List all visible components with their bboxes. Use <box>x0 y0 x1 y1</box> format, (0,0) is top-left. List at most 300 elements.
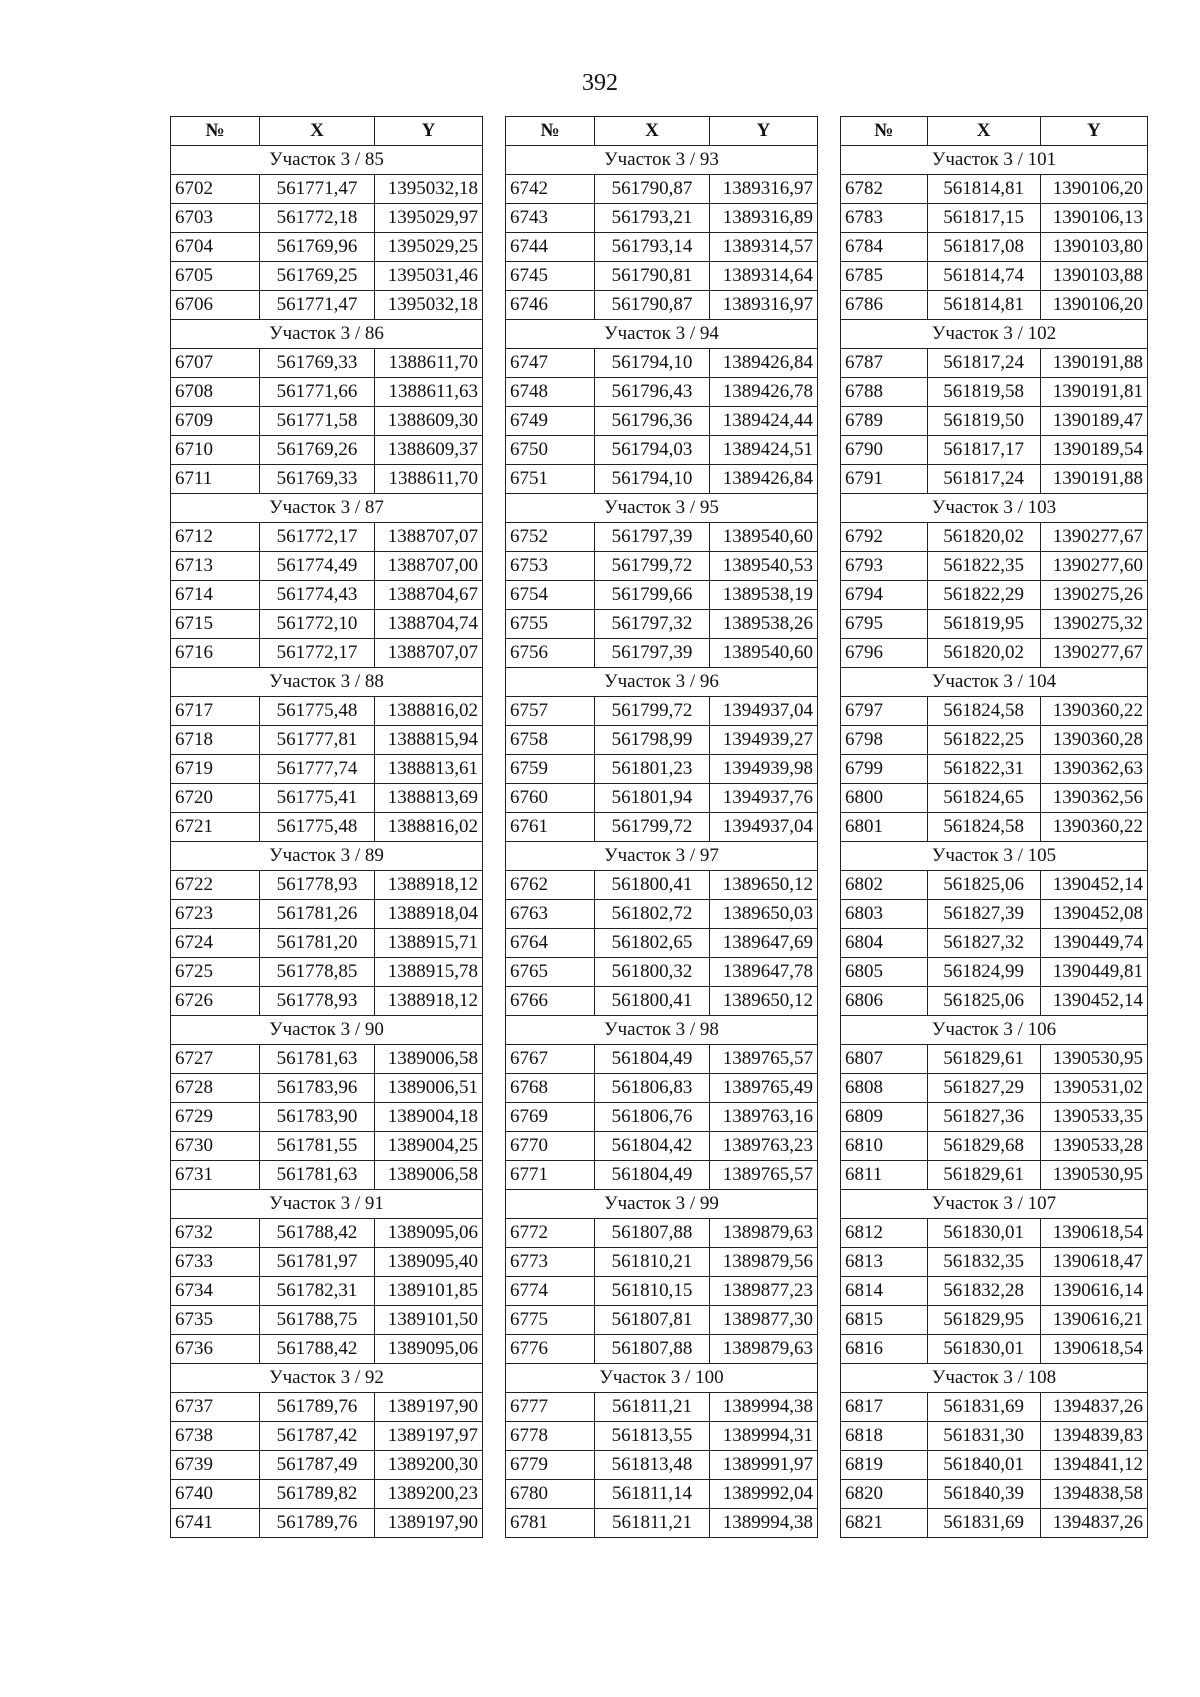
table-row <box>506 929 818 958</box>
section-title: Участок 3 / 101 <box>841 146 1148 175</box>
y-coordinate-cell: 1390452,14 <box>1040 871 1147 900</box>
x-coordinate-cell: 561825,06 <box>927 871 1040 900</box>
table-row <box>506 958 818 987</box>
table-row <box>171 900 483 929</box>
table-row <box>841 378 1148 407</box>
point-number-cell: 6740 <box>171 1480 260 1509</box>
y-coordinate-cell: 1389095,40 <box>375 1248 483 1277</box>
y-coordinate-cell: 1390531,02 <box>1040 1074 1147 1103</box>
x-coordinate-cell: 561794,10 <box>595 465 710 494</box>
y-coordinate-cell: 1389647,69 <box>710 929 818 958</box>
section-header-row <box>171 1016 483 1045</box>
point-number-cell: 6707 <box>171 349 260 378</box>
y-coordinate-cell: 1390191,88 <box>1040 349 1147 378</box>
point-number-cell: 6758 <box>506 726 595 755</box>
point-number-cell: 6771 <box>506 1161 595 1190</box>
table-row <box>841 1219 1148 1248</box>
point-number-cell: 6708 <box>171 378 260 407</box>
table-row <box>506 1451 818 1480</box>
x-coordinate-cell: 561783,90 <box>260 1103 375 1132</box>
point-number-cell: 6713 <box>171 552 260 581</box>
x-coordinate-cell: 561827,29 <box>927 1074 1040 1103</box>
y-coordinate-cell: 1390277,67 <box>1040 523 1147 552</box>
table-row <box>841 1393 1148 1422</box>
point-number-cell: 6775 <box>506 1306 595 1335</box>
y-coordinate-cell: 1390360,22 <box>1040 697 1147 726</box>
table-row <box>841 204 1148 233</box>
y-coordinate-cell: 1389879,56 <box>710 1248 818 1277</box>
y-coordinate-cell: 1390616,21 <box>1040 1306 1147 1335</box>
y-coordinate-cell: 1389994,31 <box>710 1422 818 1451</box>
y-coordinate-cell: 1390362,56 <box>1040 784 1147 813</box>
table-row <box>841 1103 1148 1132</box>
x-coordinate-cell: 561806,76 <box>595 1103 710 1132</box>
point-number-cell: 6702 <box>171 175 260 204</box>
x-coordinate-cell: 561799,72 <box>595 552 710 581</box>
point-number-cell: 6770 <box>506 1132 595 1161</box>
table-row <box>171 1422 483 1451</box>
x-coordinate-cell: 561814,81 <box>927 291 1040 320</box>
x-coordinate-cell: 561829,68 <box>927 1132 1040 1161</box>
section-title: Участок 3 / 89 <box>171 842 483 871</box>
x-coordinate-cell: 561772,10 <box>260 610 375 639</box>
x-coordinate-cell: 561819,58 <box>927 378 1040 407</box>
column-header-x: X <box>595 117 710 146</box>
y-coordinate-cell: 1394939,27 <box>710 726 818 755</box>
table-row <box>171 784 483 813</box>
x-coordinate-cell: 561769,33 <box>260 465 375 494</box>
point-number-cell: 6710 <box>171 436 260 465</box>
x-coordinate-cell: 561799,72 <box>595 697 710 726</box>
y-coordinate-cell: 1388915,78 <box>375 958 483 987</box>
x-coordinate-cell: 561804,42 <box>595 1132 710 1161</box>
x-coordinate-cell: 561778,85 <box>260 958 375 987</box>
point-number-cell: 6722 <box>171 871 260 900</box>
y-coordinate-cell: 1389101,50 <box>375 1306 483 1335</box>
point-number-cell: 6742 <box>506 175 595 204</box>
point-number-cell: 6796 <box>841 639 928 668</box>
point-number-cell: 6753 <box>506 552 595 581</box>
x-coordinate-cell: 561824,58 <box>927 813 1040 842</box>
table-row <box>841 958 1148 987</box>
section-header-row <box>171 494 483 523</box>
point-number-cell: 6728 <box>171 1074 260 1103</box>
table-row <box>171 958 483 987</box>
table-row <box>171 871 483 900</box>
x-coordinate-cell: 561769,96 <box>260 233 375 262</box>
x-coordinate-cell: 561819,95 <box>927 610 1040 639</box>
y-coordinate-cell: 1394841,12 <box>1040 1451 1147 1480</box>
y-coordinate-cell: 1389994,38 <box>710 1509 818 1538</box>
coordinate-tables <box>170 116 1148 1583</box>
y-coordinate-cell: 1394837,26 <box>1040 1509 1147 1538</box>
y-coordinate-cell: 1395032,18 <box>375 291 483 320</box>
x-coordinate-cell: 561794,03 <box>595 436 710 465</box>
x-coordinate-cell: 561782,31 <box>260 1277 375 1306</box>
x-coordinate-cell: 561772,17 <box>260 639 375 668</box>
x-coordinate-cell: 561788,42 <box>260 1335 375 1364</box>
table-row <box>506 610 818 639</box>
section-header-row <box>841 842 1148 871</box>
x-coordinate-cell: 561781,63 <box>260 1045 375 1074</box>
table-row <box>841 1422 1148 1451</box>
point-number-cell: 6781 <box>506 1509 595 1538</box>
y-coordinate-cell: 1394937,76 <box>710 784 818 813</box>
y-coordinate-cell: 1389006,51 <box>375 1074 483 1103</box>
point-number-cell: 6777 <box>506 1393 595 1422</box>
y-coordinate-cell: 1388609,37 <box>375 436 483 465</box>
point-number-cell: 6774 <box>506 1277 595 1306</box>
point-number-cell: 6721 <box>171 813 260 842</box>
y-coordinate-cell: 1389991,97 <box>710 1451 818 1480</box>
section-title: Участок 3 / 97 <box>506 842 818 871</box>
x-coordinate-cell: 561801,94 <box>595 784 710 813</box>
x-coordinate-cell: 561802,72 <box>595 900 710 929</box>
y-coordinate-cell: 1389538,19 <box>710 581 818 610</box>
point-number-cell: 6733 <box>171 1248 260 1277</box>
x-coordinate-cell: 561793,14 <box>595 233 710 262</box>
point-number-cell: 6744 <box>506 233 595 262</box>
x-coordinate-cell: 561807,81 <box>595 1306 710 1335</box>
x-coordinate-cell: 561781,20 <box>260 929 375 958</box>
point-number-cell: 6784 <box>841 233 928 262</box>
point-number-cell: 6787 <box>841 349 928 378</box>
table-row <box>841 1045 1148 1074</box>
x-coordinate-cell: 561811,21 <box>595 1393 710 1422</box>
x-coordinate-cell: 561797,39 <box>595 639 710 668</box>
point-number-cell: 6748 <box>506 378 595 407</box>
x-coordinate-cell: 561804,49 <box>595 1045 710 1074</box>
table-row <box>171 1480 483 1509</box>
table-row <box>171 1509 483 1538</box>
point-number-cell: 6799 <box>841 755 928 784</box>
x-coordinate-cell: 561827,36 <box>927 1103 1040 1132</box>
table-row <box>506 900 818 929</box>
y-coordinate-cell: 1389424,44 <box>710 407 818 436</box>
point-number-cell: 6735 <box>171 1306 260 1335</box>
table-row <box>841 581 1148 610</box>
table-row <box>841 987 1148 1016</box>
y-coordinate-cell: 1394839,83 <box>1040 1422 1147 1451</box>
y-coordinate-cell: 1389316,97 <box>710 291 818 320</box>
y-coordinate-cell: 1390533,28 <box>1040 1132 1147 1161</box>
point-number-cell: 6725 <box>171 958 260 987</box>
y-coordinate-cell: 1389101,85 <box>375 1277 483 1306</box>
x-coordinate-cell: 561798,99 <box>595 726 710 755</box>
point-number-cell: 6818 <box>841 1422 928 1451</box>
table-row <box>506 552 818 581</box>
x-coordinate-cell: 561781,63 <box>260 1161 375 1190</box>
y-coordinate-cell: 1388918,12 <box>375 871 483 900</box>
y-coordinate-cell: 1389426,84 <box>710 349 818 378</box>
y-coordinate-cell: 1394837,26 <box>1040 1393 1147 1422</box>
table-row <box>171 1132 483 1161</box>
y-coordinate-cell: 1389765,49 <box>710 1074 818 1103</box>
x-coordinate-cell: 561793,21 <box>595 204 710 233</box>
table-row <box>506 813 818 842</box>
y-coordinate-cell: 1395029,25 <box>375 233 483 262</box>
table-row <box>841 1509 1148 1538</box>
table-row <box>506 1103 818 1132</box>
y-coordinate-cell: 1390275,32 <box>1040 610 1147 639</box>
x-coordinate-cell: 561800,32 <box>595 958 710 987</box>
y-coordinate-cell: 1389197,90 <box>375 1509 483 1538</box>
table-row <box>841 813 1148 842</box>
table-row <box>841 523 1148 552</box>
y-coordinate-cell: 1388816,02 <box>375 813 483 842</box>
y-coordinate-cell: 1388815,94 <box>375 726 483 755</box>
x-coordinate-cell: 561771,47 <box>260 175 375 204</box>
point-number-cell: 6762 <box>506 871 595 900</box>
table-row <box>841 726 1148 755</box>
y-coordinate-cell: 1388704,74 <box>375 610 483 639</box>
y-coordinate-cell: 1394937,04 <box>710 813 818 842</box>
section-title: Участок 3 / 91 <box>171 1190 483 1219</box>
point-number-cell: 6746 <box>506 291 595 320</box>
point-number-cell: 6754 <box>506 581 595 610</box>
section-header-row <box>506 842 818 871</box>
section-header-row <box>506 146 818 175</box>
x-coordinate-cell: 561831,30 <box>927 1422 1040 1451</box>
x-coordinate-cell: 561772,18 <box>260 204 375 233</box>
table-row <box>506 1509 818 1538</box>
section-title: Участок 3 / 86 <box>171 320 483 349</box>
y-coordinate-cell: 1389426,78 <box>710 378 818 407</box>
x-coordinate-cell: 561829,61 <box>927 1161 1040 1190</box>
section-title: Участок 3 / 102 <box>841 320 1148 349</box>
x-coordinate-cell: 561801,23 <box>595 755 710 784</box>
y-coordinate-cell: 1389540,60 <box>710 639 818 668</box>
table-row <box>171 697 483 726</box>
x-coordinate-cell: 561783,96 <box>260 1074 375 1103</box>
point-number-cell: 6785 <box>841 262 928 291</box>
x-coordinate-cell: 561789,76 <box>260 1393 375 1422</box>
y-coordinate-cell: 1390106,20 <box>1040 291 1147 320</box>
point-number-cell: 6797 <box>841 697 928 726</box>
x-coordinate-cell: 561813,55 <box>595 1422 710 1451</box>
x-coordinate-cell: 561822,25 <box>927 726 1040 755</box>
coordinate-table-3 <box>840 116 1148 1538</box>
point-number-cell: 6737 <box>171 1393 260 1422</box>
table-row <box>506 987 818 1016</box>
section-header-row <box>841 1016 1148 1045</box>
x-coordinate-cell: 561796,43 <box>595 378 710 407</box>
x-coordinate-cell: 561824,65 <box>927 784 1040 813</box>
point-number-cell: 6751 <box>506 465 595 494</box>
section-header-row <box>841 146 1148 175</box>
y-coordinate-cell: 1389006,58 <box>375 1045 483 1074</box>
y-coordinate-cell: 1390530,95 <box>1040 1161 1147 1190</box>
y-coordinate-cell: 1389200,23 <box>375 1480 483 1509</box>
table-row <box>841 552 1148 581</box>
table-row <box>171 1103 483 1132</box>
section-title: Участок 3 / 99 <box>506 1190 818 1219</box>
y-coordinate-cell: 1388915,71 <box>375 929 483 958</box>
table-row <box>506 581 818 610</box>
point-number-cell: 6739 <box>171 1451 260 1480</box>
x-coordinate-cell: 561832,28 <box>927 1277 1040 1306</box>
table-row <box>506 262 818 291</box>
section-title: Участок 3 / 103 <box>841 494 1148 523</box>
y-coordinate-cell: 1389095,06 <box>375 1335 483 1364</box>
x-coordinate-cell: 561819,50 <box>927 407 1040 436</box>
y-coordinate-cell: 1389314,57 <box>710 233 818 262</box>
point-number-cell: 6793 <box>841 552 928 581</box>
point-number-cell: 6717 <box>171 697 260 726</box>
y-coordinate-cell: 1394939,98 <box>710 755 818 784</box>
x-coordinate-cell: 561814,74 <box>927 262 1040 291</box>
table-row <box>506 1422 818 1451</box>
y-coordinate-cell: 1390191,88 <box>1040 465 1147 494</box>
x-coordinate-cell: 561831,69 <box>927 1509 1040 1538</box>
table-row <box>506 349 818 378</box>
section-header-row <box>171 1364 483 1393</box>
section-title: Участок 3 / 108 <box>841 1364 1148 1393</box>
table-row <box>171 233 483 262</box>
y-coordinate-cell: 1395031,46 <box>375 262 483 291</box>
table-row <box>841 233 1148 262</box>
table-row <box>171 175 483 204</box>
x-coordinate-cell: 561777,74 <box>260 755 375 784</box>
table-row <box>171 1248 483 1277</box>
table-row <box>506 523 818 552</box>
point-number-cell: 6718 <box>171 726 260 755</box>
section-title: Участок 3 / 88 <box>171 668 483 697</box>
table-row <box>841 1248 1148 1277</box>
y-coordinate-cell: 1390360,28 <box>1040 726 1147 755</box>
y-coordinate-cell: 1389316,89 <box>710 204 818 233</box>
table-row <box>506 726 818 755</box>
section-title: Участок 3 / 87 <box>171 494 483 523</box>
point-number-cell: 6802 <box>841 871 928 900</box>
y-coordinate-cell: 1390106,20 <box>1040 175 1147 204</box>
table-row <box>171 929 483 958</box>
point-number-cell: 6772 <box>506 1219 595 1248</box>
coordinate-table-2 <box>505 116 818 1538</box>
table-row <box>171 523 483 552</box>
table-row <box>506 697 818 726</box>
point-number-cell: 6804 <box>841 929 928 958</box>
table-row <box>841 407 1148 436</box>
y-coordinate-cell: 1389095,06 <box>375 1219 483 1248</box>
x-coordinate-cell: 561817,17 <box>927 436 1040 465</box>
x-coordinate-cell: 561787,42 <box>260 1422 375 1451</box>
y-coordinate-cell: 1390449,81 <box>1040 958 1147 987</box>
x-coordinate-cell: 561787,49 <box>260 1451 375 1480</box>
point-number-cell: 6757 <box>506 697 595 726</box>
section-header-row <box>506 1364 818 1393</box>
table-row <box>841 349 1148 378</box>
y-coordinate-cell: 1389540,60 <box>710 523 818 552</box>
x-coordinate-cell: 561831,69 <box>927 1393 1040 1422</box>
column-header-y: Y <box>710 117 818 146</box>
point-number-cell: 6743 <box>506 204 595 233</box>
page-number: 392 <box>582 70 618 96</box>
y-coordinate-cell: 1388918,12 <box>375 987 483 1016</box>
y-coordinate-cell: 1390189,47 <box>1040 407 1147 436</box>
table-row <box>841 465 1148 494</box>
table-row <box>506 639 818 668</box>
column-header-y: Y <box>1040 117 1147 146</box>
column-header-x: X <box>927 117 1040 146</box>
x-coordinate-cell: 561827,32 <box>927 929 1040 958</box>
table-row <box>841 697 1148 726</box>
x-coordinate-cell: 561811,21 <box>595 1509 710 1538</box>
x-coordinate-cell: 561813,48 <box>595 1451 710 1480</box>
x-coordinate-cell: 561797,39 <box>595 523 710 552</box>
y-coordinate-cell: 1389197,90 <box>375 1393 483 1422</box>
point-number-cell: 6806 <box>841 987 928 1016</box>
table-row <box>506 1074 818 1103</box>
y-coordinate-cell: 1388813,61 <box>375 755 483 784</box>
x-coordinate-cell: 561778,93 <box>260 987 375 1016</box>
y-coordinate-cell: 1388707,07 <box>375 523 483 552</box>
table-row <box>841 1132 1148 1161</box>
x-coordinate-cell: 561829,61 <box>927 1045 1040 1074</box>
x-coordinate-cell: 561811,14 <box>595 1480 710 1509</box>
y-coordinate-cell: 1390449,74 <box>1040 929 1147 958</box>
x-coordinate-cell: 561771,47 <box>260 291 375 320</box>
table-row <box>506 175 818 204</box>
section-header-row <box>171 1190 483 1219</box>
table-row <box>506 233 818 262</box>
table-row <box>171 1393 483 1422</box>
x-coordinate-cell: 561807,88 <box>595 1335 710 1364</box>
table-row <box>841 900 1148 929</box>
table-row <box>841 784 1148 813</box>
y-coordinate-cell: 1394838,58 <box>1040 1480 1147 1509</box>
table-row <box>171 610 483 639</box>
point-number-cell: 6716 <box>171 639 260 668</box>
column-header-number: № <box>171 117 260 146</box>
point-number-cell: 6704 <box>171 233 260 262</box>
table-row <box>506 1277 818 1306</box>
y-coordinate-cell: 1389538,26 <box>710 610 818 639</box>
x-coordinate-cell: 561824,99 <box>927 958 1040 987</box>
y-coordinate-cell: 1389650,12 <box>710 871 818 900</box>
table-row <box>841 1480 1148 1509</box>
point-number-cell: 6816 <box>841 1335 928 1364</box>
table-row <box>171 1451 483 1480</box>
section-title: Участок 3 / 107 <box>841 1190 1148 1219</box>
table-row <box>171 465 483 494</box>
y-coordinate-cell: 1389879,63 <box>710 1335 818 1364</box>
x-coordinate-cell: 561771,58 <box>260 407 375 436</box>
point-number-cell: 6778 <box>506 1422 595 1451</box>
y-coordinate-cell: 1390103,80 <box>1040 233 1147 262</box>
section-title: Участок 3 / 94 <box>506 320 818 349</box>
section-header-row <box>171 668 483 697</box>
x-coordinate-cell: 561772,17 <box>260 523 375 552</box>
y-coordinate-cell: 1389006,58 <box>375 1161 483 1190</box>
point-number-cell: 6764 <box>506 929 595 958</box>
x-coordinate-cell: 561774,49 <box>260 552 375 581</box>
x-coordinate-cell: 561775,48 <box>260 813 375 842</box>
section-header-row <box>171 320 483 349</box>
x-coordinate-cell: 561788,75 <box>260 1306 375 1335</box>
x-coordinate-cell: 561790,81 <box>595 262 710 291</box>
y-coordinate-cell: 1389197,97 <box>375 1422 483 1451</box>
x-coordinate-cell: 561799,66 <box>595 581 710 610</box>
point-number-cell: 6720 <box>171 784 260 813</box>
y-coordinate-cell: 1390362,63 <box>1040 755 1147 784</box>
table-row <box>171 262 483 291</box>
table-row <box>506 784 818 813</box>
x-coordinate-cell: 561840,01 <box>927 1451 1040 1480</box>
section-header-row <box>506 1190 818 1219</box>
x-coordinate-cell: 561829,95 <box>927 1306 1040 1335</box>
x-coordinate-cell: 561800,41 <box>595 987 710 1016</box>
